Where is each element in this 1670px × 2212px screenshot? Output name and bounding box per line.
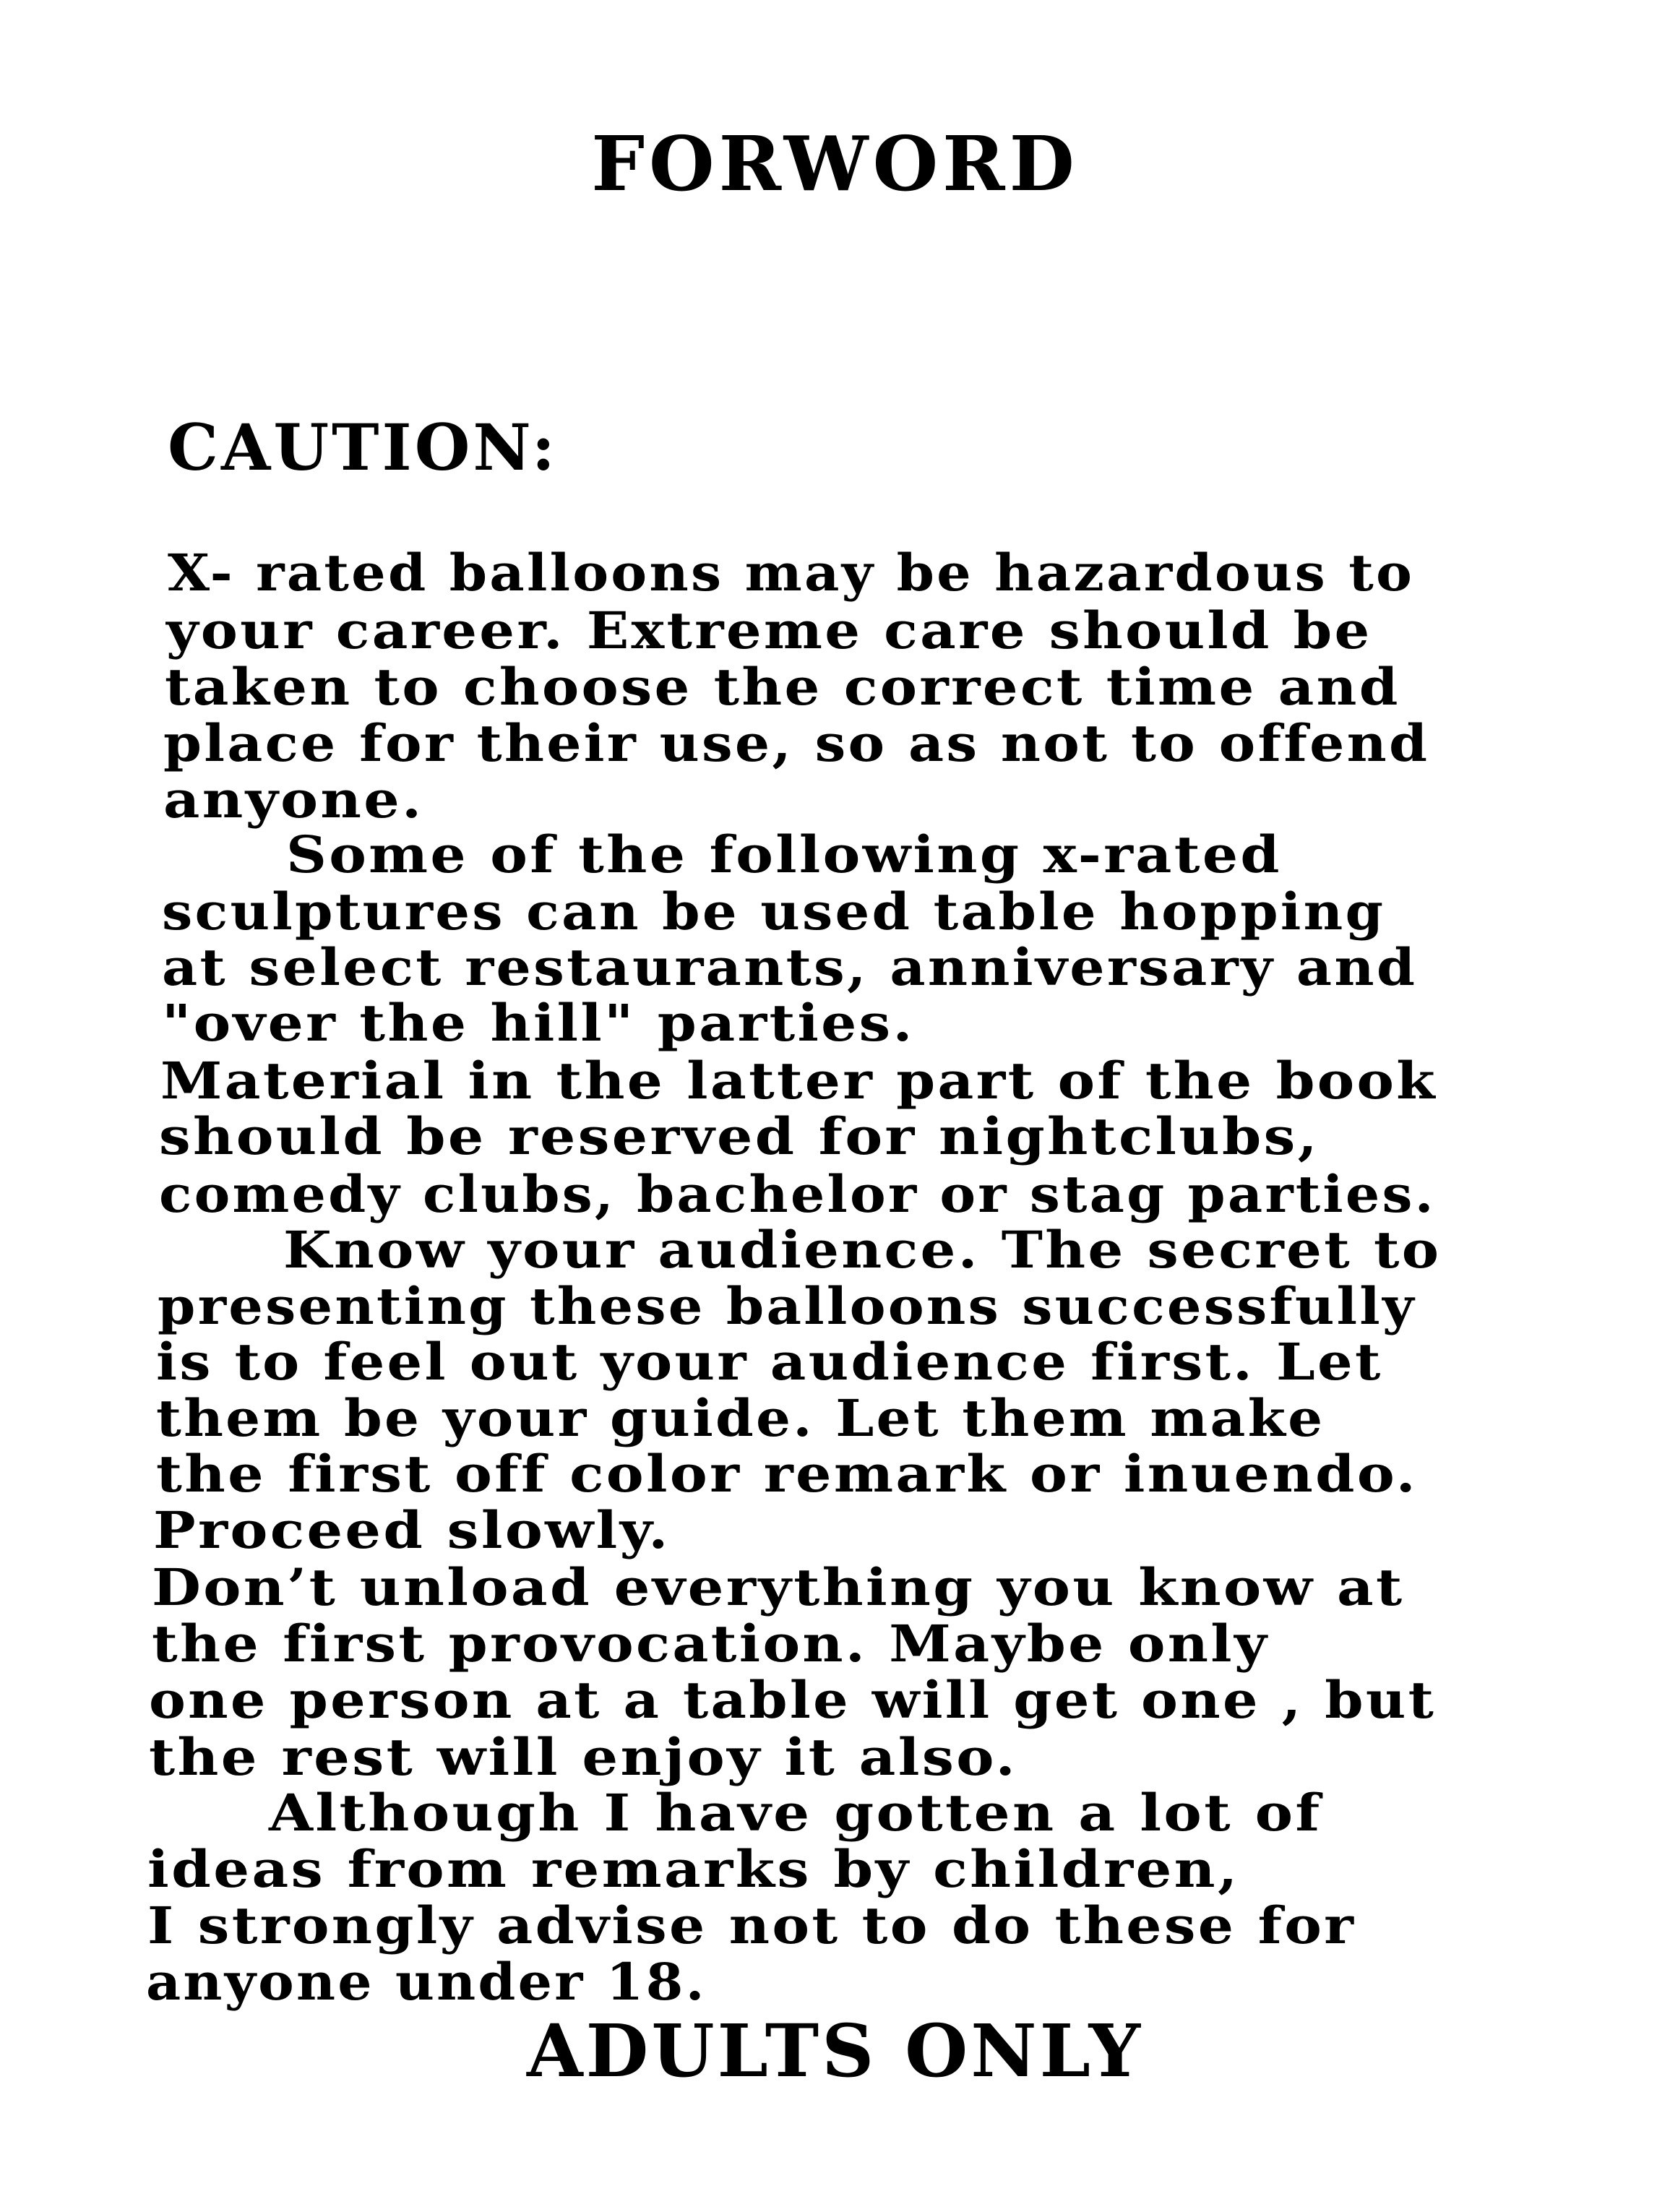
- body-line: Some of the following x-rated: [286, 825, 1282, 885]
- body-line: ideas from remarks by children,: [147, 1839, 1240, 1899]
- body-line: Although I have gotten a lot of: [269, 1783, 1322, 1843]
- body-line: the rest will enjoy it also.: [149, 1727, 1018, 1787]
- body-line: is to feel out your audience first. Let: [156, 1332, 1383, 1392]
- body-line: one person at a table will get one , but: [149, 1670, 1437, 1730]
- body-line: should be reserved for nightclubs,: [159, 1106, 1320, 1166]
- body-line: Material in the latter part of the book: [160, 1051, 1437, 1111]
- document-title: FORWORD: [591, 119, 1079, 208]
- body-line: anyone.: [163, 770, 424, 830]
- body-line: them be your guide. Let them make: [156, 1388, 1325, 1448]
- body-line: X- rated balloons may be hazardous to: [168, 543, 1415, 603]
- body-line: presenting these balloons successfully: [158, 1276, 1416, 1336]
- body-line: your career. Extreme care should be: [166, 601, 1372, 660]
- body-line: Know your audience. The secret to: [283, 1220, 1442, 1280]
- body-line: comedy clubs, bachelor or stag parties.: [159, 1164, 1436, 1224]
- caution-heading: CAUTION:: [168, 410, 559, 485]
- body-line: at select restaurants, anniversary and: [162, 937, 1418, 997]
- body-line: place for their use, so as not to offend: [163, 713, 1430, 773]
- body-line: taken to choose the correct time and: [165, 657, 1400, 717]
- body-line: Proceed slowly.: [153, 1500, 671, 1560]
- body-line: "over the hill" parties.: [162, 993, 915, 1053]
- body-line: anyone under 18.: [146, 1952, 707, 2012]
- body-line: Don’t unload everything you know at: [152, 1557, 1405, 1617]
- body-line: the first provocation. Maybe only: [152, 1614, 1270, 1674]
- body-line: I strongly advise not to do these for: [147, 1895, 1356, 1955]
- adults-only-notice: ADULTS ONLY: [527, 2008, 1143, 2093]
- body-line: the first off color remark or inuendo.: [156, 1444, 1419, 1504]
- body-line: sculptures can be used table hopping: [162, 882, 1386, 942]
